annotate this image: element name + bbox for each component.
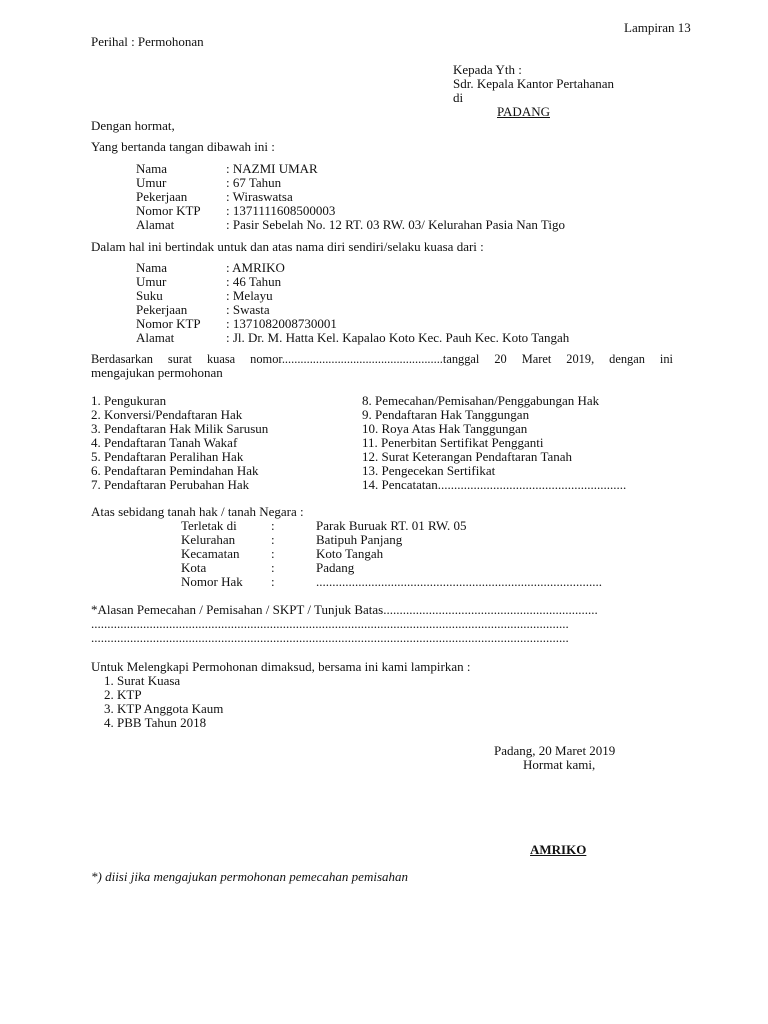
field-colon: : (271, 574, 275, 589)
field-label: Nomor Hak (181, 574, 243, 589)
land-row (181, 575, 602, 589)
place-date: Padang, 20 Maret 2019 (494, 743, 616, 758)
field-value: : 46 Tahun (226, 274, 282, 289)
field-value: : 1371082008730001 (226, 316, 337, 331)
attachment-item: 4. PBB Tahun 2018 (104, 715, 207, 730)
field-value: : 1371111608500003 (226, 203, 336, 218)
land-intro: Atas sebidang tanah hak / tanah Negara : (91, 504, 304, 519)
field-value: Koto Tangah (316, 546, 384, 561)
principal-row (136, 317, 337, 331)
reason-line-1: *Alasan Pemecahan / Pemisahan / SKPT / Tunjuk Batas.................................................................. (91, 603, 598, 617)
field-label: Alamat (136, 217, 175, 232)
principal-row (136, 303, 270, 317)
field-label: Umur (136, 175, 167, 190)
service-item: 8. Pemecahan/Pemisahan/Penggabungan Hak (362, 393, 600, 408)
principal-row (136, 289, 273, 303)
field-value: : Wiraswatsa (226, 189, 293, 204)
service-item: 4. Pendaftaran Tanah Wakaf (91, 435, 238, 450)
service-item: 9. Pendaftaran Hak Tanggungan (362, 407, 530, 422)
applicant-row (136, 218, 565, 232)
field-label: Umur (136, 274, 167, 289)
reason-line-3: ................................................................................................................................................... (91, 631, 569, 645)
field-label: Nomor KTP (136, 316, 201, 331)
land-row (181, 533, 402, 547)
footnote: *) diisi jika mengajukan permohonan pemecahan pemisahan (91, 869, 409, 884)
service-item: 3. Pendaftaran Hak Milik Sarusun (91, 421, 269, 436)
field-value: : 67 Tahun (226, 175, 282, 190)
field-value: Batipuh Panjang (316, 532, 403, 547)
service-item: 11. Penerbitan Sertifikat Pengganti (362, 435, 544, 450)
service-item: 14. Pencatatan.......................................................... (362, 477, 627, 492)
applicant-row (136, 176, 281, 190)
field-colon: : (271, 532, 275, 547)
land-row (181, 519, 467, 533)
recipient-line-1: Kepada Yth : (453, 62, 522, 77)
field-value: : NAZMI UMAR (226, 161, 318, 176)
attachment-item: 2. KTP (104, 687, 142, 702)
field-value: : Pasir Sebelah No. 12 RT. 03 RW. 03/ Kelurahan Pasia Nan Tigo (226, 217, 566, 232)
field-label: Terletak di (181, 518, 237, 533)
on-behalf-text: Dalam hal ini bertindak untuk dan atas nama diri sendiri/selaku kuasa dari : (91, 239, 484, 254)
recipient-line-3: di (453, 90, 464, 105)
field-value: ........................................................................................ (316, 574, 602, 589)
recipient-city: PADANG (497, 104, 550, 119)
field-colon: : (271, 546, 275, 561)
service-item: 7. Pendaftaran Perubahan Hak (91, 477, 250, 492)
field-value: : AMRIKO (226, 260, 285, 275)
field-value: Parak Buruak RT. 01 RW. 05 (316, 518, 467, 533)
field-value: : Jl. Dr. M. Hatta Kel. Kapalao Koto Kec. Pauh Kec. Koto Tangah (226, 330, 570, 345)
field-label: Kelurahan (181, 532, 236, 547)
attachments-intro: Untuk Melengkapi Permohonan dimaksud, bersama ini kami lampirkan : (91, 659, 471, 674)
field-value: : Swasta (226, 302, 270, 317)
land-row (181, 547, 383, 561)
field-label: Suku (136, 288, 163, 303)
applicant-row (136, 162, 318, 176)
field-label: Pekerjaan (136, 302, 188, 317)
field-label: Nomor KTP (136, 203, 201, 218)
recipient-line-2: Sdr. Kepala Kantor Pertahanan (453, 76, 615, 91)
field-value: Padang (316, 560, 355, 575)
greeting: Dengan hormat, (91, 118, 175, 133)
field-label: Alamat (136, 330, 175, 345)
land-row (181, 561, 354, 575)
service-item: 10. Roya Atas Hak Tanggungan (362, 421, 528, 436)
reason-line-2: ................................................................................................................................................... (91, 617, 569, 631)
field-label: Kecamatan (181, 546, 240, 561)
regards: Hormat kami, (523, 757, 596, 772)
field-colon: : (271, 560, 275, 575)
principal-row (136, 331, 569, 345)
principal-row (136, 261, 285, 275)
field-value: : Melayu (226, 288, 273, 303)
field-colon: : (271, 518, 275, 533)
principal-row (136, 275, 281, 289)
field-label: Kota (181, 560, 207, 575)
service-item: 2. Konversi/Pendaftaran Hak (91, 407, 243, 422)
attachment-item: 1. Surat Kuasa (104, 673, 181, 688)
attachment-item: 3. KTP Anggota Kaum (104, 701, 224, 716)
power-of-attorney-line-1: Berdasarkan surat kuasa nomor....................................................tanggal 20 Maret 2019, dengan ini (91, 352, 673, 366)
signer-name: AMRIKO (530, 842, 587, 857)
field-label: Pekerjaan (136, 189, 188, 204)
power-of-attorney-line-2: mengajukan permohonan (91, 365, 223, 380)
applicant-row (136, 204, 335, 218)
service-item: 1. Pengukuran (91, 393, 167, 408)
intro-text: Yang bertanda tangan dibawah ini : (91, 139, 275, 154)
applicant-row (136, 190, 293, 204)
field-label: Nama (136, 260, 168, 275)
subject-line: Perihal : Permohonan (91, 34, 204, 49)
attachment-number: Lampiran 13 (624, 20, 691, 35)
service-item: 12. Surat Keterangan Pendaftaran Tanah (362, 449, 573, 464)
service-item: 5. Pendaftaran Peralihan Hak (91, 449, 244, 464)
field-label: Nama (136, 161, 168, 176)
service-item: 13. Pengecekan Sertifikat (362, 463, 496, 478)
service-item: 6. Pendaftaran Pemindahan Hak (91, 463, 259, 478)
